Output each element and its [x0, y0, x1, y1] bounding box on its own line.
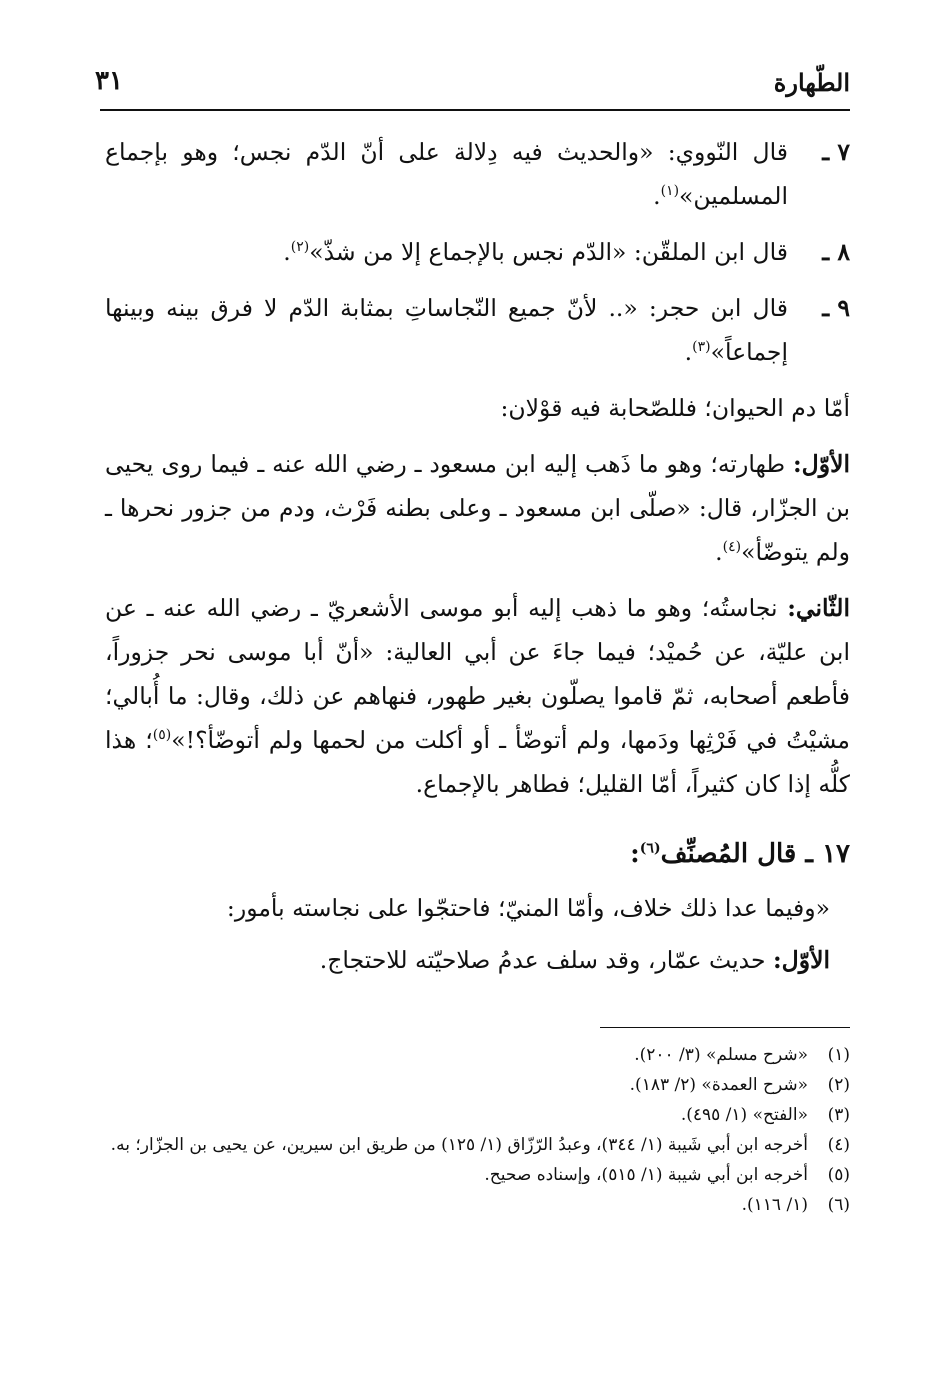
- footnote: [105, 1040, 850, 1070]
- footnotes: [105, 1040, 850, 1220]
- item-text: قال ابن الملقّن: «الدّم نجس بالإجماع إلا من شذّ»: [309, 238, 788, 266]
- section-first-point: [105, 938, 850, 982]
- footnote-number: (٦): [827, 1195, 850, 1215]
- footnote-text: (١/ ١١٦).: [741, 1195, 808, 1215]
- page-header: [95, 64, 850, 104]
- footnote-text: أخرجه ابن أبي شَيبة (١/ ٣٤٤)، وعبدُ الرّزّاق (١/ ١٢٥) من طريق ابن سيرين، عن يحيى بن الجزّار؛ به.: [110, 1135, 808, 1155]
- footnote-ref[interactable]: (٦): [639, 840, 661, 857]
- chapter-title: الطّهارة: [773, 68, 850, 97]
- section-heading-text: ١٧ ـ قال المُصنِّف: [660, 839, 850, 869]
- footnote: [105, 1190, 850, 1220]
- footnote: [105, 1100, 850, 1130]
- section-first-text: حديث عمّار، وقد سلف عدمُ صلاحيّته للاحتجاج.: [319, 946, 766, 974]
- footnote-number: (٣): [827, 1105, 850, 1125]
- item-number: ٧ ـ: [822, 138, 850, 166]
- punctuation: .: [715, 538, 723, 566]
- footnote-text: «شرح العمدة» (٢/ ١٨٣).: [629, 1075, 808, 1095]
- footnote-ref[interactable]: (٤): [722, 539, 742, 556]
- footnote-number: (١): [827, 1045, 850, 1065]
- footnote-number: (٥): [827, 1165, 850, 1185]
- footnote: [105, 1130, 850, 1160]
- page-number: ٣١: [95, 66, 123, 96]
- punctuation: .: [684, 338, 693, 366]
- item-number: ٩ ـ: [822, 294, 850, 322]
- second-opinion-lead: الثّاني:: [787, 594, 850, 622]
- first-opinion-text: طهارته؛ وهو ما ذَهب إليه ابن مسعود ـ رضي الله عنه ـ فيما روى يحيى بن الجزّار، قال: «صلّى ابن مسعود ـ وعلى بطنه فَرْث، ودم من جزور نحرها ـ ولم يتوضّأ»: [105, 450, 850, 566]
- section-first-lead: الأوّل:: [772, 946, 830, 974]
- footnote-ref[interactable]: (٢): [290, 239, 310, 256]
- punctuation: :: [630, 839, 640, 869]
- section-quote: «وفيما عدا ذلك خلاف، وأمّا المنيّ؛ فاحتجّوا على نجاسته بأمور:: [226, 894, 830, 922]
- main-text: [105, 130, 850, 990]
- punctuation: .: [283, 238, 291, 266]
- footnote-text: «شرح مسلم» (٣/ ٢٠٠).: [634, 1045, 808, 1065]
- section-heading: [105, 832, 850, 876]
- footnote-text: أخرجه ابن أبي شيبة (١/ ٥١٥)، وإسناده صحيح.: [484, 1165, 808, 1185]
- animal-blood-paragraph: أمّا دم الحيوان؛ فللصّحابة فيه قوْلان:: [500, 394, 850, 422]
- first-opinion-paragraph: [105, 442, 850, 574]
- numbered-item-7: [105, 130, 850, 218]
- footnote-divider: [600, 1027, 850, 1028]
- item-number: ٨ ـ: [822, 238, 850, 266]
- header-divider: [100, 109, 850, 111]
- footnote-ref[interactable]: (١): [660, 183, 680, 200]
- numbered-item-8: [105, 230, 850, 274]
- punctuation: .: [653, 182, 661, 210]
- second-opinion-text: نجاستُه؛ وهو ما ذهب إليه أبو موسى الأشعريّ ـ رضي الله عنه ـ عن ابن عليّة، عن حُميْد؛ فيما جاءَ عن أبي العالية: «أنّ أبا موسى نحر جزوراً، فأطعم أصحابه، ثمّ قاموا يصلّون بغير طهور، فنهاهم عن ذلك، وقال: ما أُبالي؛ مشيْتُ في فَرْثِها ودَمها، ولم أتوضّأ ـ أو أكلت من لحمها ولم أتوضّأ؟!»: [105, 594, 850, 754]
- footnote-number: (٢): [827, 1075, 850, 1095]
- second-opinion-tail: ؛ هذا كلُّه إذا كان كثيراً، أمّا القليل؛ فطاهر بالإجماع.: [105, 726, 850, 798]
- second-opinion-paragraph: [105, 586, 850, 806]
- item-text: قال النّووي: «والحديث فيه دِلالة على أنّ الدّم نجس؛ وهو بإجماع المسلمين»: [105, 138, 788, 210]
- first-opinion-lead: الأوّل:: [792, 450, 850, 478]
- footnote-ref[interactable]: (٥): [152, 727, 172, 744]
- item-text: قال ابن حجر: «.. لأنّ جميع النّجاساتِ بمثابة الدّم لا فرق بينه وبينها إجماعاً»: [105, 294, 788, 366]
- numbered-item-9: [105, 286, 850, 374]
- footnote-text: «الفتح» (١/ ٤٩٥).: [680, 1105, 808, 1125]
- footnote: [105, 1070, 850, 1100]
- footnote: [105, 1160, 850, 1190]
- footnote-ref[interactable]: (٣): [692, 339, 711, 356]
- footnote-number: (٤): [827, 1135, 850, 1155]
